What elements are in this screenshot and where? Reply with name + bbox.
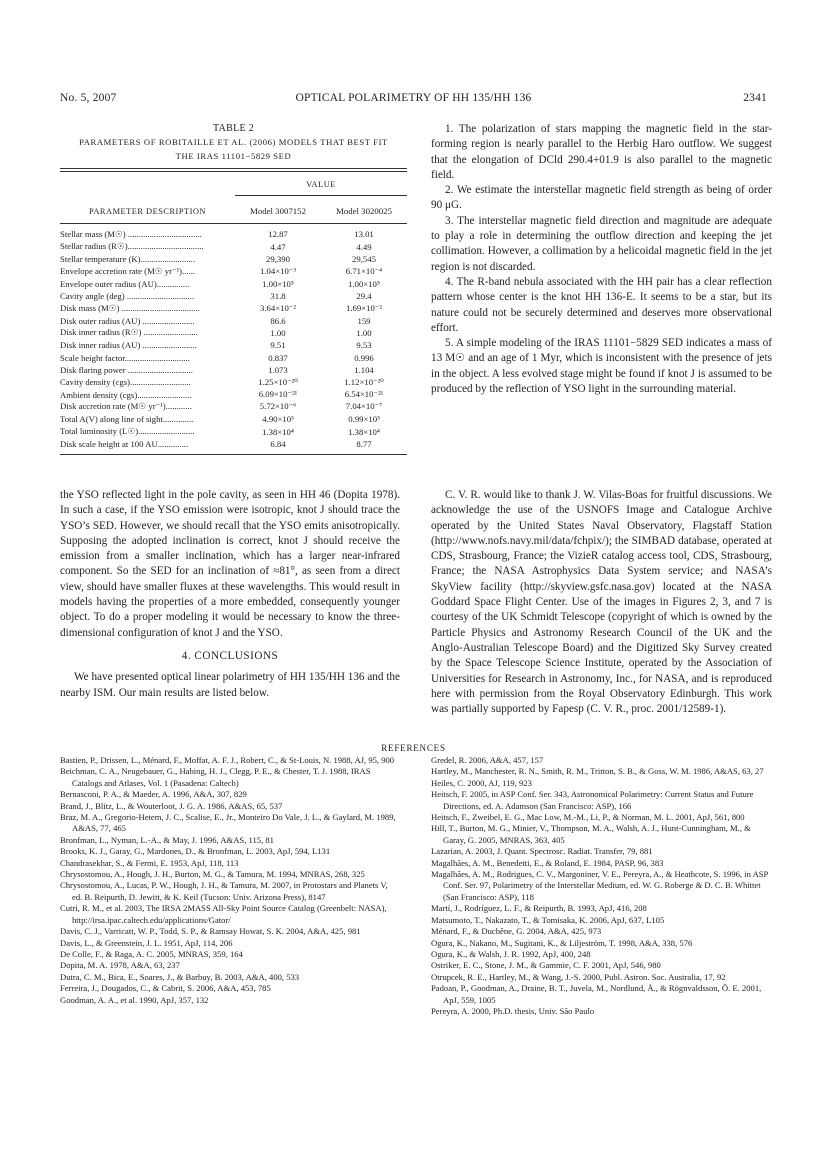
paragraph-continued: the YSO reflected light in the pole cavity, as seen in HH 46 (Dopita 1978). In such a case, if the YSO emission were isotropic, knot J should trace the YSO’s SED. However, we should recall that the YSO emits anisotropically. Supposing the adopted inclination is correct, knot J should receive the emission from a smaller inclination, which has a larger near-infrared component. So the SED for an inclination of ≈81°, as seen from a direct view, should have smaller fluxes at these wavelengths. This would result in models having the properties of a more embedded, consequently younger object. To do a proper modeling it would be necessary to know the three-dimensional configuration of knot J and the YSO. [60, 489, 400, 639]
reference-entry: Matsumoto, T., Nakazato, T., & Tomisaka, K. 2006, ApJ, 637, L105 [431, 914, 665, 925]
table-cell-parameter: Total luminosity (L☉).......................... [60, 426, 195, 437]
table-cell-model-1: 9.51 [270, 340, 286, 351]
reference-entry: Davis, L., & Greenstein, J. L. 1951, ApJ, 114, 206 [60, 937, 233, 948]
table-bottom-rule [60, 454, 407, 455]
table-cell-parameter: Total A(V) along line of sight.............. [60, 414, 194, 425]
table-cell-model-2: 1.69×10⁻² [346, 302, 382, 313]
reference-entry: Heitsch, F., Zweibel, E. G., Mac Low, M.-M., Li, P., & Norman, M. L. 2001, ApJ, 561, 800 [431, 812, 745, 823]
table-cell-model-1: 1.25×10⁻²⁰ [258, 376, 298, 387]
table-cell-parameter: Disk inner radius (R☉) ......................... [60, 327, 198, 338]
table-col-parameter: PARAMETER DESCRIPTION [89, 207, 206, 216]
reference-entry: Ménard, F., & Duchêne, G. 2004, A&A, 425, 973 [431, 926, 602, 937]
table-cell-model-1: 1.073 [268, 364, 288, 375]
reference-entry: Heiles, C. 2000, AJ, 119, 923 [431, 777, 532, 788]
table-cell-model-1: 1.00 [270, 327, 286, 338]
reference-entry: Martí, J., Rodríguez, L. F., & Reipurth, B. 1993, ApJ, 416, 208 [431, 903, 647, 914]
table-value-rule [235, 195, 407, 196]
table-cell-model-2: 0.99×10³ [348, 414, 380, 425]
table-cell-model-2: 0.996 [354, 352, 374, 363]
table-row [60, 376, 407, 388]
conclusion-item: 1. The polarization of stars mapping the magnetic field in the star-forming region is nearly parallel to the Herbig Haro outflow. We suggest that the elongation of DCld 290.4+01.9 is also parallel to the magnetic field. [431, 123, 772, 181]
reference-entry: Ogura, K., & Walsh, J. R. 1992, ApJ, 400, 248 [431, 948, 591, 959]
reference-entry: Chandrasekhar, S., & Fermi, E. 1953, ApJ, 118, 113 [60, 857, 239, 868]
table-cell-model-1: 1.00×10⁵ [262, 278, 294, 289]
table-row [60, 314, 407, 326]
table-row [60, 253, 407, 265]
table-row [60, 438, 407, 450]
acknowledgments-text: C. V. R. would like to thank J. W. Vilas-Boas for fruitful discussions. We acknowledge the use of the USNOFS Image and Catalogue Archive operated by the United States Naval Observatory, Flagstaff Station (http://www.nofs.navy.mil/data/fchpix/); the SIMBAD database, operated at CDS, Strasbourg, France; the VizieR catalog access tool, CDS, Strasbourg, France; the NASA Astrophysics Data System service; and NASA’s SkyView facility (http://skyview.gsfc.nasa.gov) located at the NASA Goddard Space Flight Center. Use of the images in Figures 2, 3, and 7 is courtesy of the UK Schmidt Telescope (copyright of which is owned by the Particle Physics and Astronomy Research Council of the UK and the Anglo-Australian Telescope Board) and the Digitized Sky Survey created by the Space Telescope Science Institute, operated by the Association of Universities for Research in Astronomy, Inc., for NASA, and is reproduced here with permission from the Royal Observatory Edinburgh. This work was partially supported by Fapesp (C. V. R., proc. 2001/12589-1). [431, 489, 772, 716]
reference-entry: Hartley, M., Manchester, R. N., Smith, R. M., Tritton, S. B., & Goss, W. M. 1986, A&AS, 63, 27 [431, 766, 764, 777]
table-row [60, 240, 407, 252]
table-row [60, 388, 407, 400]
conclusion-item: 2. We estimate the interstellar magnetic field strength as being of order 90 μG. [431, 184, 772, 212]
reference-entry: Padoan, P., Goodman, A., Draine, B. T., Juvela, M., Nordlund, Å., & Rögnvaldsson, Ö. E. 2001, ApJ, 559, 1005 [431, 983, 762, 1005]
section-heading-conclusions: 4. CONCLUSIONS [181, 649, 279, 662]
reference-entry: Otrupcek, R. E., Hartley, M., & Wang, J.-S. 2000, Publ. Astron. Soc. Australia, 17, 92 [431, 971, 726, 982]
references-right-column [431, 755, 772, 1017]
reference-entry: Chrysostomou, A., Hough, J. H., Burton, M. G., & Tamura, M. 1994, MNRAS, 268, 325 [60, 869, 365, 880]
reference-entry: Ferreira, J., Dougados, C., & Cabrit, S. 2006, A&A, 453, 785 [60, 983, 271, 994]
table-cell-model-1: 29,390 [266, 253, 290, 264]
parameters-table-block [60, 123, 407, 455]
table-cell-parameter: Stellar temperature (K)......................... [60, 253, 195, 264]
table-cell-parameter: Cavity angle (deg) ............................... [60, 290, 195, 301]
table-row [60, 351, 407, 363]
running-header-title: OPTICAL POLARIMETRY OF HH 135/HH 136 [295, 92, 532, 104]
table-caption-line-1: PARAMETERS OF ROBITAILLE ET AL. (2006) MODELS THAT BEST FIT [79, 137, 388, 147]
table-cell-model-1: 3.64×10⁻² [260, 302, 296, 313]
table-cell-model-1: 6.84 [270, 439, 286, 450]
table-cell-model-2: 1.00 [356, 327, 372, 338]
left-column-text [60, 488, 400, 701]
table-header-rule [60, 223, 407, 224]
table-cell-model-1: 1.04×10⁻³ [260, 265, 296, 276]
table-row [60, 426, 407, 438]
reference-entry: Davis, C. J., Varricatt, W. P., Todd, S. P., & Ramsay Howat, S. K. 2004, A&A, 425, 981 [60, 926, 361, 937]
table-cell-model-1: 4.90×10³ [262, 414, 294, 425]
table-cell-model-2: 159 [357, 315, 371, 326]
reference-entry: Braz, M. A., Gregorio-Hetem, J. C., Scalise, E., Jr., Monteiro Do Vale, J. L., & Gaylard, M. 1989, A&AS, 77, 465 [60, 812, 396, 834]
table-cell-model-2: 1.38×10⁴ [348, 426, 380, 437]
conclusion-item: 3. The interstellar magnetic field direction and magnitude are adequate to play a role in determining the outflow direction and keeping the jet collimation. However, a collimation by a helicoidal magnetic field in the jet region is not discarded. [431, 214, 772, 273]
table-cell-model-1: 6.09×10⁻²¹ [258, 389, 298, 400]
table-cell-model-1: 4.47 [270, 241, 286, 252]
reference-entry: Bastien, P., Drissen, L., Ménard, F., Moffat, A. F. J., Robert, C., & St-Louis, N. 1988, AJ, 95, 900 [60, 755, 395, 765]
reference-entry: Cutri, R. M., et al. 2003, The IRSA 2MASS All-Sky Point Source Catalog (Greenbelt: NASA), http://irsa.ipac.caltech.edu/applications/Gator/ [60, 903, 387, 925]
reference-entry: Magalhães, A. M., Benedetti, E., & Roland, E. 1984, PASP, 96, 383 [431, 857, 664, 868]
table-row [60, 302, 407, 314]
table-cell-parameter: Disk flaring power .............................. [60, 364, 193, 375]
reference-entry: Hill, T., Burton, M. G., Minier, V., Thompson, M. A., Walsh, A. J., Hunt-Cunningham, M., & Garay, G. 2005, MNRAS, 363, 405 [431, 823, 751, 845]
table-cell-model-1: 5.72×10⁻⁶ [259, 401, 297, 412]
reference-entry: Bernasconi, P. A., & Maeder, A. 1996, A&A, 307, 829 [60, 789, 247, 800]
table-cell-parameter: Disk mass (M☉) .................................... [60, 302, 200, 313]
table-cell-model-2: 1.12×10⁻²⁰ [344, 376, 384, 387]
reference-entry: Lazarian, A. 2003, J. Quant. Spectrosc. Radiat. Transfer, 79, 881 [431, 846, 653, 857]
reference-entry: Dopita, M. A. 1978, A&A, 63, 237 [60, 960, 180, 971]
paragraph-conclusions-intro: We have presented optical linear polarimetry of HH 135/HH 136 and the nearby ISM. Our main results are listed below. [60, 671, 400, 699]
reference-entry: Heitsch, F. 2005, in ASP Conf. Ser. 343, Astronomical Polarimetry: Current Status and Future Directions, ed. A. Adamson (San Francisco: ASP), 166 [431, 789, 754, 811]
table-top-rule [60, 168, 407, 172]
table-cell-parameter: Disk accretion rate (M☉ yr⁻¹)............ [60, 401, 192, 412]
running-header-issue: No. 5, 2007 [60, 92, 117, 104]
conclusion-item: 4. The R-band nebula associated with the HH pair has a clear reflection pattern whose center is the knot HH 136-E. It seems to be a star, but its nature could not be securely determined and deserves more observational effort. [431, 275, 772, 334]
table-caption-line-2: THE IRAS 11101−5829 SED [175, 151, 292, 161]
reference-entry: Bronfman, L., Nyman, L.-A., & May, J. 1996, A&AS, 115, 81 [60, 834, 274, 845]
table-row [60, 327, 407, 339]
table-row [60, 290, 407, 302]
conclusions-list [431, 122, 772, 397]
reference-entry: Ogura, K., Nakano, M., Sugitani, K., & Liljeström, T. 1998, A&A, 338, 576 [431, 937, 693, 948]
table-row [60, 401, 407, 413]
table-cell-parameter: Stellar mass (M☉) .................................. [60, 228, 202, 239]
reference-entry: De Colle, F., & Raga, A. C. 2005, MNRAS, 359, 164 [60, 948, 243, 959]
table-cell-model-2: 13.01 [354, 229, 374, 240]
table-cell-parameter: Ambient density (cgs)......................... [60, 389, 192, 400]
reference-entry: Brooks, K. J., Garay, G., Mardones, D., & Bronfman, L. 2003, ApJ, 594, L131 [60, 846, 331, 857]
table-value-head: VALUE [306, 180, 336, 189]
table-cell-model-2: 1.00×10⁵ [348, 278, 380, 289]
table-row [60, 413, 407, 425]
conclusion-item: 5. A simple modeling of the IRAS 11101−5829 SED indicates a mass of 13 M☉ and an age of 1 Myr, which is inconsistent with the presence of jets in the object. A less evolved stage might be found if knot J is assumed to be produced by the reflection of YSO light in the surrounding material. [431, 337, 772, 396]
references-heading: REFERENCES [381, 743, 446, 753]
acknowledgments [431, 488, 772, 717]
table-title: TABLE 2 [212, 123, 255, 134]
reference-entry: Beichman, C. A., Neugebauer, G., Habing, H. J., Clegg, P. E., & Chester, T. J. 1988, IRAS Catalogs and Atlases, Vol. 1 (Pasadena: Caltech) [60, 766, 371, 788]
table-cell-parameter: Envelope outer radius (AU)............... [60, 278, 190, 289]
table-col-model-1: Model 3007152 [250, 206, 306, 216]
table-cell-parameter: Disk outer radius (AU) ........................ [60, 315, 195, 326]
reference-entry: Gredel, R. 2006, A&A, 457, 157 [431, 755, 544, 765]
reference-entry: Chrysostomou, A., Lucas, P. W., Hough, J. H., & Tamura, M. 2007, in Protostars and Planets V, ed. B. Reipurth, D. Jewitt, & K. Keil (Tucson: Univ. Arizona Press), 8147 [60, 880, 388, 902]
table-cell-model-1: 1.38×10⁴ [262, 426, 294, 437]
table-cell-model-2: 6.71×10⁻⁴ [345, 265, 383, 276]
table-cell-model-2: 9.53 [356, 340, 372, 351]
table-row [60, 339, 407, 351]
reference-entry: Dutra, C. M., Bica, E., Soares, J., & Barbuy, B. 2003, A&A, 400, 533 [60, 971, 300, 982]
table-cell-model-2: 4.49 [356, 241, 372, 252]
table-cell-model-2: 29,545 [352, 253, 376, 264]
table-cell-model-2: 7.04×10⁻⁷ [345, 401, 383, 412]
table-row [60, 277, 407, 289]
table-cell-parameter: Stellar radius (R☉)................................... [60, 241, 204, 252]
reference-entry: Magalhães, A. M., Rodrigues, C. V., Margoniner, V. E., Pereyra, A., & Heathcote, S. 1996, in ASP Conf. Ser. 97, Polarimetry of the Interstellar Medium, ed. W. G. Roberge & D. C. B. Whittet (San Francisco: ASP), 118 [431, 869, 769, 902]
table-row [60, 364, 407, 376]
page-number: 2341 [743, 92, 767, 104]
reference-entry: Ostriker, E. C., Stone, J. M., & Gammie, C. F. 2001, ApJ, 546, 980 [431, 960, 661, 971]
table-cell-model-1: 86.6 [270, 315, 286, 326]
table-cell-model-2: 8.77 [356, 439, 372, 450]
references-left-column [60, 755, 400, 1006]
table-cell-model-1: 12.87 [268, 229, 288, 240]
parameters-table [60, 228, 407, 450]
table-cell-parameter: Scale height factor.............................. [60, 352, 190, 363]
reference-entry: Pereyra, A. 2000, Ph.D. thesis, Univ. São Paulo [431, 1005, 595, 1016]
table-col-model-2: Model 3020025 [336, 206, 392, 216]
table-row [60, 228, 407, 240]
table-cell-parameter: Cavity density (cgs)............................ [60, 377, 191, 388]
reference-entry: Brand, J., Blitz, L., & Wouterloot, J. G. A. 1986, A&AS, 65, 537 [60, 800, 283, 811]
table-cell-model-2: 6.54×10⁻²¹ [344, 389, 384, 400]
reference-entry: Goodman, A. A., et al. 1990, ApJ, 357, 132 [60, 994, 209, 1005]
table-cell-parameter: Disk inner radius (AU) ......................... [60, 340, 197, 351]
table-cell-model-2: 1.104 [354, 364, 374, 375]
table-cell-model-1: 0.837 [268, 352, 288, 363]
table-cell-model-1: 31.8 [270, 290, 286, 301]
table-row [60, 265, 407, 277]
table-cell-parameter: Disk scale height at 100 AU.............. [60, 439, 189, 450]
table-cell-parameter: Envelope accretion rate (M☉ yr⁻¹)...... [60, 265, 196, 276]
table-cell-model-2: 29.4 [356, 290, 372, 301]
